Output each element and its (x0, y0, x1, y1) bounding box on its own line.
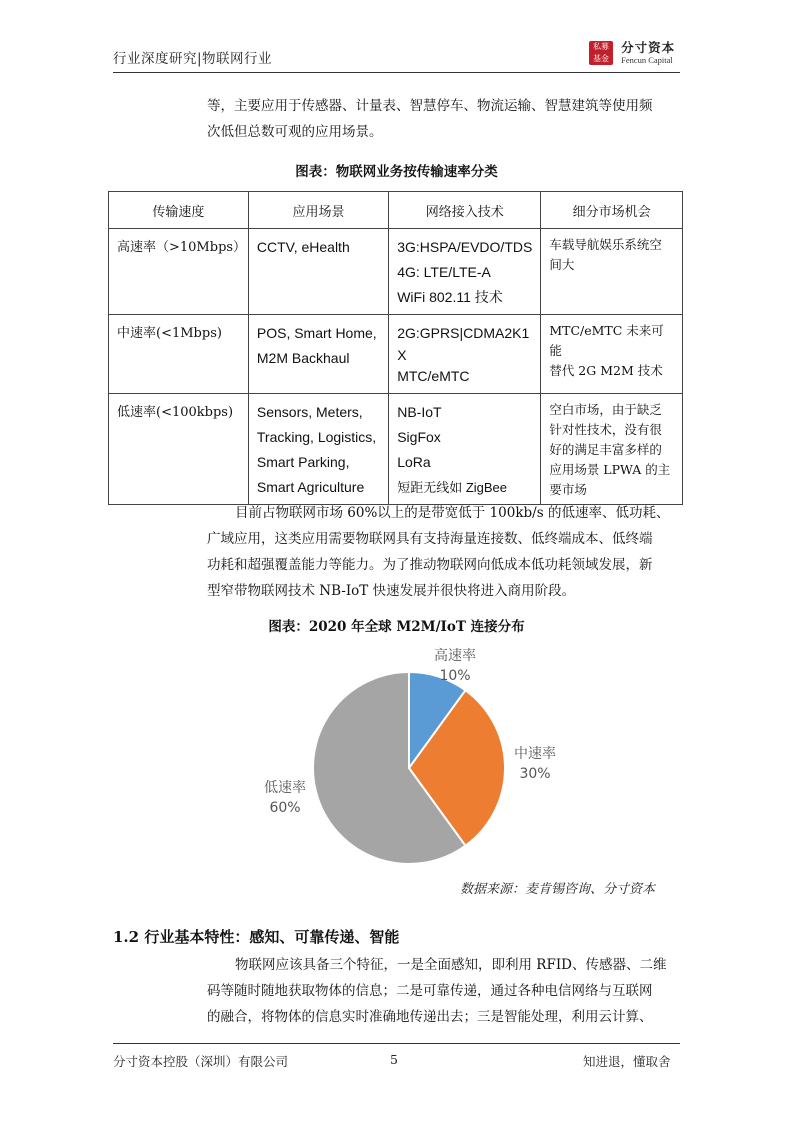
connection-distribution-pie-chart (200, 640, 600, 875)
table-cell-apps: CCTV, eHealth (248, 229, 388, 315)
footer-slogan: 知进退，懂取舍 (583, 1054, 671, 1069)
speed-classification-table (108, 191, 683, 505)
table-row (109, 315, 683, 394)
logo-name-cn: 分寸资本 (621, 40, 676, 55)
table-cell-tech: 2G:GPRS|CDMA2K1 X MTC/eMTC (389, 315, 541, 394)
section-line: 的融合，将物体的信息实时准确地传递出去；三是智能处理，利用云计算、 (207, 1009, 653, 1025)
footer-divider (113, 1043, 680, 1044)
table-header-row (109, 192, 683, 229)
intro-paragraph (207, 93, 677, 145)
footer-company: 分寸资本控股（深圳）有限公司 (113, 1054, 289, 1069)
section-paragraph (207, 952, 677, 1030)
table-cell-tech: NB-IoT SigFox LoRa 短距无线如 ZigBee (389, 394, 541, 505)
table-header-cell: 传输速度 (109, 192, 249, 229)
intro-line: 等，主要应用于传感器、计量表、智慧停车、物流运输、智慧建筑等使用频 (207, 98, 653, 114)
table-cell-speed: 中速率(<1Mbps) (109, 315, 249, 394)
table-cell-speed: 低速率(<100kbps) (109, 394, 249, 505)
pie-slice-percent: 10% (439, 668, 471, 684)
table-cell-tech: 3G:HSPA/EVDO/TDS 4G: LTE/LTE-A WiFi 802.11 技术 (389, 229, 541, 315)
header-divider (113, 72, 680, 73)
table-header-cell: 细分市场机会 (541, 192, 683, 229)
body-paragraph (207, 500, 677, 604)
pie-slice-label: 高速率 (434, 648, 476, 664)
company-logo (589, 41, 675, 66)
table-cell-apps: Sensors, Meters, Tracking, Logistics, Smart Parking, Smart Agriculture (248, 394, 388, 505)
table-header-cell: 应用场景 (248, 192, 388, 229)
table-cell-apps: POS, Smart Home, M2M Backhaul (248, 315, 388, 394)
logo-name-en: Fencun Capital (621, 55, 673, 65)
body-line: 广域应用，这类应用需要物联网具有支持海量连接数、低终端成本、低终端 (207, 531, 653, 547)
table-row (109, 394, 683, 505)
section-line: 物联网应该具备三个特征，一是全面感知，即利用 RFID、传感器、二维 (235, 957, 667, 973)
chart-caption: 图表：2020 年全球 M2M/IoT 连接分布 (268, 619, 525, 635)
body-line: 功耗和超强覆盖能力等能力。为了推动物联网向低成本低功耗领域发展，新 (207, 557, 653, 573)
table-header-cell: 网络接入技术 (389, 192, 541, 229)
section-title: 1.2 行业基本特性：感知、可靠传递、智能 (113, 928, 400, 946)
header-title: 行业深度研究|物联网行业 (113, 51, 273, 67)
data-source-note: 数据来源：麦肯锡咨询、分寸资本 (460, 882, 656, 897)
table-caption: 图表：物联网业务按传输速率分类 (295, 164, 498, 180)
table-cell-market: 车载导航娱乐系统空 间大 (541, 229, 683, 315)
table-cell-market: 空白市场，由于缺乏 针对性技术，没有很 好的满足丰富多样的 应用场景 LPWA 的主 要市场 (541, 394, 683, 505)
pie-slice-percent: 60% (269, 800, 301, 816)
logo-seal-icon: 私募 基金 (589, 41, 613, 65)
table-cell-market: MTC/eMTC 未来可能 替代 2G M2M 技术 (541, 315, 683, 394)
table-cell-speed: 高速率（>10Mbps） (109, 229, 249, 315)
body-line: 目前占物联网市场 60%以上的是带宽低于 100kb/s 的低速率、低功耗、 (235, 505, 670, 521)
pie-slice-label: 中速率 (514, 746, 556, 762)
section-line: 码等随时随地获取物体的信息；二是可靠传递，通过各种电信网络与互联网 (207, 983, 653, 999)
pie-slice-label: 低速率 (264, 780, 306, 796)
page-number: 5 (390, 1052, 398, 1067)
table-row (109, 229, 683, 315)
body-line: 型窄带物联网技术 NB-IoT 快速发展并很快将进入商用阶段。 (207, 583, 576, 599)
pie-slice-percent: 30% (519, 766, 551, 782)
intro-line: 次低但总数可观的应用场景。 (207, 124, 383, 140)
